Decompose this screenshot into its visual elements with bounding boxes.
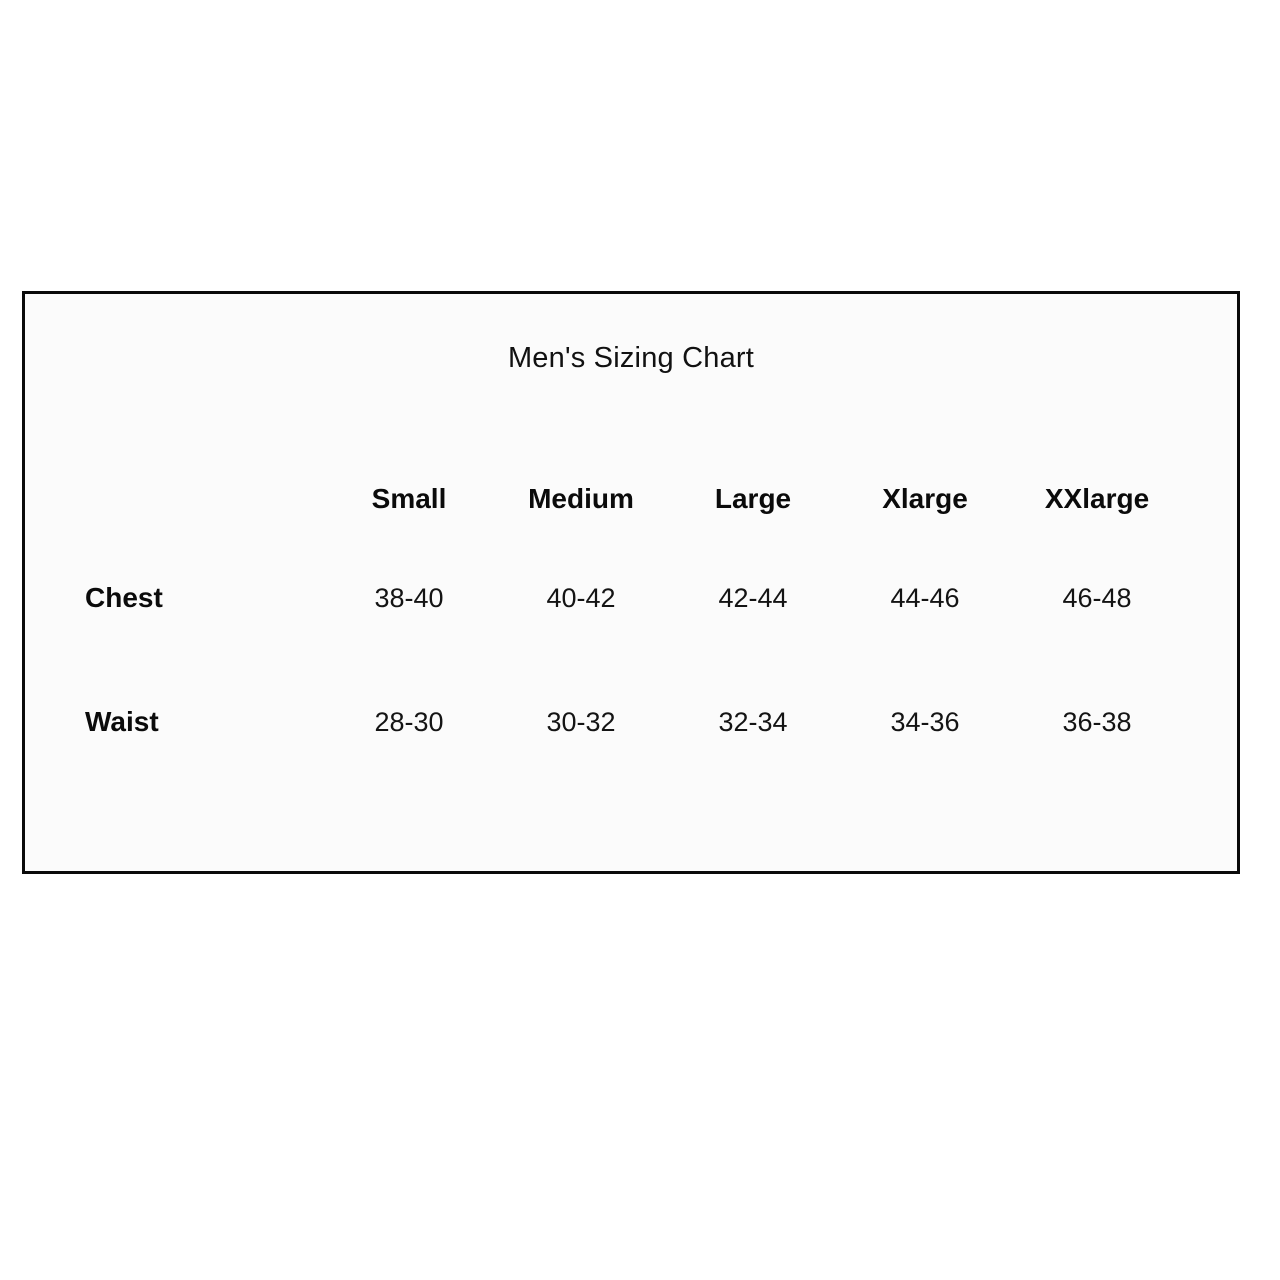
column-header-medium: Medium: [528, 483, 634, 514]
table-header-row: [85, 462, 1183, 536]
table-header: [85, 462, 1183, 536]
cell-waist-medium: 30-32: [546, 706, 616, 737]
table-body: [85, 536, 1183, 784]
sizing-table: [85, 462, 1183, 784]
table-row: [85, 660, 1183, 784]
table-row: [85, 536, 1183, 660]
column-header-xlarge: Xlarge: [882, 483, 968, 514]
row-header-waist: Waist: [85, 706, 159, 737]
row-header-chest: Chest: [85, 582, 163, 613]
cell-waist-xlarge: 34-36: [890, 706, 960, 737]
cell-chest-large: 42-44: [718, 582, 788, 613]
cell-chest-medium: 40-42: [546, 582, 616, 613]
column-header-small: Small: [371, 483, 447, 514]
cell-chest-small: 38-40: [374, 582, 444, 613]
cell-waist-small: 28-30: [374, 706, 444, 737]
column-header-xxlarge: XXlarge: [1044, 483, 1150, 514]
cell-waist-xxlarge: 36-38: [1062, 706, 1132, 737]
sizing-chart-card: [22, 291, 1240, 874]
column-header-large: Large: [714, 483, 792, 514]
column-header-blank: [85, 462, 323, 536]
cell-waist-large: 32-34: [718, 706, 788, 737]
cell-chest-xlarge: 44-46: [890, 582, 960, 613]
cell-chest-xxlarge: 46-48: [1062, 582, 1132, 613]
chart-title: Men's Sizing Chart: [507, 342, 755, 374]
